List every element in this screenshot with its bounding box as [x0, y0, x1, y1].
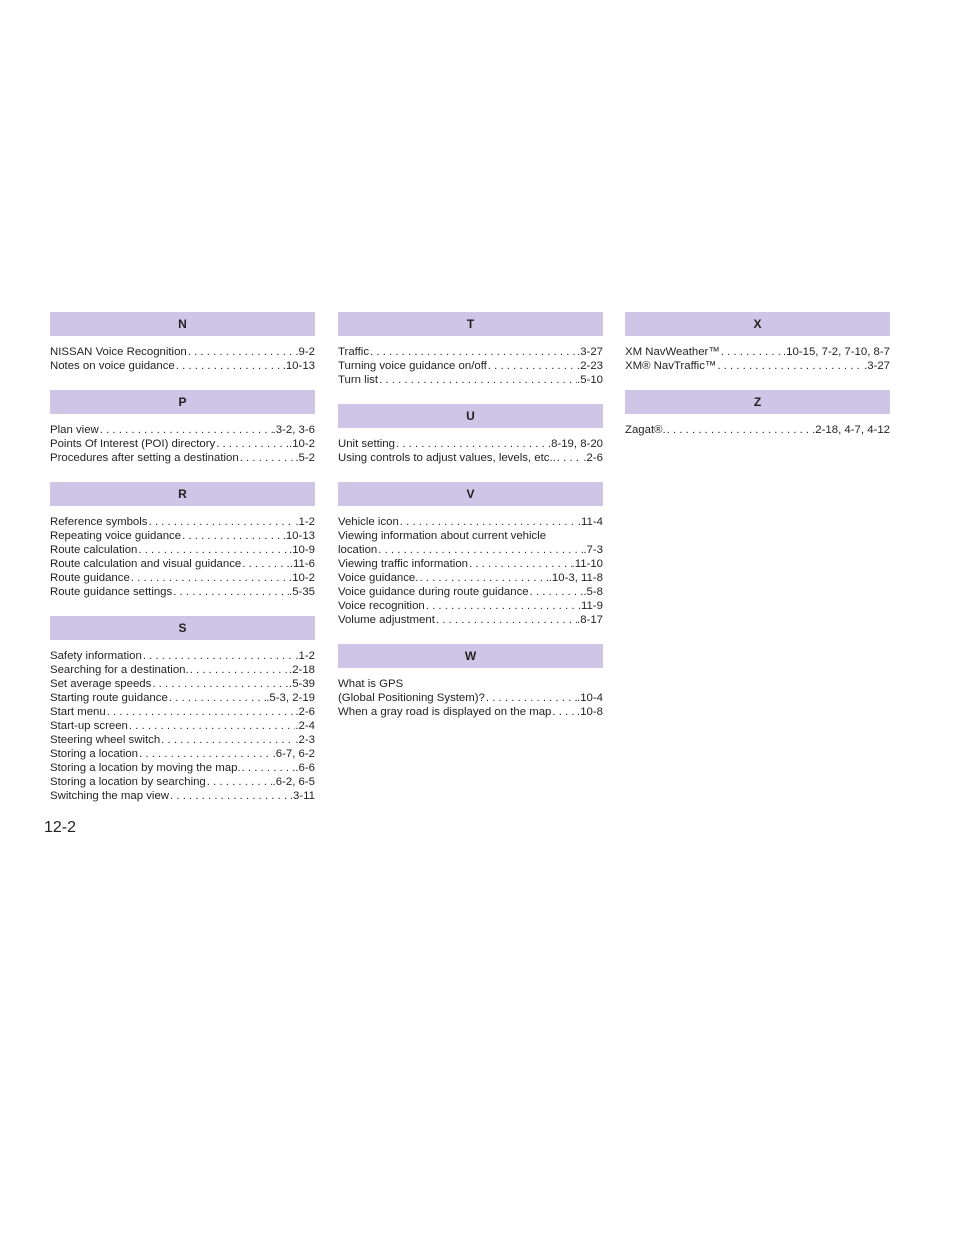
index-term: Zagat®.	[625, 424, 666, 436]
index-entry	[50, 733, 315, 747]
dot-leader	[418, 571, 548, 585]
dot-leader	[172, 585, 289, 599]
index-term: Starting route guidance	[50, 692, 168, 704]
index-entry	[338, 359, 603, 373]
section-letter-header: N	[50, 312, 315, 336]
index-term: location	[338, 544, 378, 556]
dot-leader	[148, 515, 296, 529]
index-page-refs: .7-3	[583, 544, 603, 556]
index-page-refs: .2-23	[577, 360, 603, 372]
index-entry	[50, 775, 315, 789]
index-entry	[50, 677, 315, 691]
index-term: Repeating voice guidance	[50, 530, 182, 542]
index-page-refs: .5-3, 2-19	[266, 692, 315, 704]
index-entry	[50, 663, 315, 677]
section-letter-header: U	[338, 404, 603, 428]
index-page-refs: .2-6	[583, 452, 603, 464]
index-column-3	[625, 312, 890, 454]
dot-leader	[485, 691, 577, 705]
dot-leader	[425, 599, 578, 613]
index-page-refs: .11-10	[571, 558, 603, 570]
index-page-refs: .5-39	[289, 678, 315, 690]
index-entry	[50, 705, 315, 719]
index-entry	[50, 585, 315, 599]
index-page-refs: .5-10	[577, 374, 603, 386]
index-entry	[625, 359, 890, 373]
index-page-refs: .8-19, 8-20	[547, 438, 603, 450]
index-column-1	[50, 312, 315, 820]
dot-leader	[128, 719, 295, 733]
section-letter-header: Z	[625, 390, 890, 414]
index-entry-list	[50, 423, 315, 465]
index-entry-list	[625, 423, 890, 437]
index-term: Route calculation	[50, 544, 138, 556]
index-entry	[338, 345, 603, 359]
dot-leader	[551, 705, 577, 719]
index-page-refs: .2-3	[295, 734, 315, 746]
index-entry	[338, 585, 603, 599]
dot-leader	[666, 423, 812, 437]
dot-leader	[151, 677, 289, 691]
dot-leader	[130, 571, 289, 585]
index-page-refs: .6-6	[295, 762, 315, 774]
index-entry	[50, 747, 315, 761]
index-term: Storing a location	[50, 748, 139, 760]
index-term: (Global Positioning System)?	[338, 692, 485, 704]
index-entry	[50, 423, 315, 437]
dot-leader	[435, 613, 577, 627]
dot-leader	[241, 761, 296, 775]
index-entry	[338, 691, 603, 705]
index-page-refs: .10-3, 11-8	[548, 572, 603, 584]
dot-leader	[206, 775, 273, 789]
dot-leader	[142, 649, 296, 663]
index-page-refs: .11-6	[289, 558, 315, 570]
index-page-refs: .5-8	[583, 586, 603, 598]
dot-leader	[720, 345, 783, 359]
dot-leader	[187, 345, 296, 359]
index-section-p	[50, 390, 315, 465]
index-entry	[50, 789, 315, 803]
index-term: Points Of Interest (POI) directory	[50, 438, 216, 450]
index-entry-list	[625, 345, 890, 373]
index-term: Volume adjustment	[338, 614, 435, 626]
index-entry	[338, 373, 603, 387]
dot-leader	[239, 451, 296, 465]
index-entry	[338, 543, 603, 557]
index-term: Viewing traffic information	[338, 558, 469, 570]
index-term: Using controls to adjust values, levels, etc..	[338, 452, 556, 464]
section-letter-header: P	[50, 390, 315, 414]
index-term: Voice recognition	[338, 600, 425, 612]
dot-leader	[215, 437, 289, 451]
dot-leader	[138, 747, 273, 761]
section-letter-header: S	[50, 616, 315, 640]
index-entry	[338, 677, 603, 691]
index-page-refs: .10-4	[577, 692, 603, 704]
index-term: Route guidance settings	[50, 586, 173, 598]
index-page-refs: .10-8	[577, 706, 603, 718]
index-entry	[50, 345, 315, 359]
index-page-refs: .10-15, 7-2, 7-10, 8-7	[782, 346, 890, 358]
dot-leader	[529, 585, 584, 599]
index-section-s	[50, 616, 315, 803]
index-term: Plan view	[50, 424, 99, 436]
index-page-refs: .2-6	[295, 706, 315, 718]
index-entry-list	[338, 515, 603, 627]
index-entry	[50, 557, 315, 571]
index-entry-list	[50, 345, 315, 373]
index-page-refs: .6-7, 6-2	[272, 748, 315, 760]
index-page-refs: .3-2, 3-6	[272, 424, 315, 436]
index-entry	[50, 543, 315, 557]
index-entry	[625, 423, 890, 437]
index-term: XM NavWeather™	[625, 346, 720, 358]
index-term: Switching the map view	[50, 790, 170, 802]
dot-leader	[189, 663, 289, 677]
index-term: What is GPS	[338, 678, 404, 690]
index-section-w	[338, 644, 603, 719]
index-term: Turn list	[338, 374, 379, 386]
index-entry	[338, 599, 603, 613]
index-term: Voice guidance.	[338, 572, 419, 584]
index-entry	[338, 529, 603, 543]
index-term: Safety information	[50, 650, 142, 662]
index-page-refs: .5-2	[295, 452, 315, 464]
dot-leader	[169, 789, 290, 803]
index-term: Set average speeds	[50, 678, 152, 690]
index-entry-list	[338, 437, 603, 465]
dot-leader	[487, 359, 577, 373]
index-entry	[338, 437, 603, 451]
index-term: Procedures after setting a destination	[50, 452, 239, 464]
index-page-refs: .11-9	[577, 600, 603, 612]
index-page-refs: .10-13	[282, 530, 315, 542]
index-term: Storing a location by moving the map.	[50, 762, 241, 774]
index-section-v	[338, 482, 603, 627]
index-page-refs: .10-13	[282, 360, 315, 372]
index-term: Route calculation and visual guidance	[50, 558, 242, 570]
dot-leader	[716, 359, 864, 373]
dot-leader	[399, 515, 578, 529]
section-letter-header: X	[625, 312, 890, 336]
index-page-refs: .11-4	[577, 516, 603, 528]
index-section-u	[338, 404, 603, 465]
index-page-refs: .3-27	[577, 346, 603, 358]
index-entry	[50, 529, 315, 543]
index-term: Traffic	[338, 346, 370, 358]
index-entry	[50, 515, 315, 529]
dot-leader	[99, 423, 273, 437]
index-term: NISSAN Voice Recognition	[50, 346, 187, 358]
index-entry	[338, 613, 603, 627]
section-letter-header: R	[50, 482, 315, 506]
section-letter-header: W	[338, 644, 603, 668]
index-term: When a gray road is displayed on the map	[338, 706, 552, 718]
index-page-refs: .1-2	[295, 516, 315, 528]
index-term: Searching for a destination.	[50, 664, 189, 676]
index-section-n	[50, 312, 315, 373]
index-entry-list	[50, 515, 315, 599]
dot-leader	[378, 373, 577, 387]
index-entry	[50, 571, 315, 585]
index-entry	[50, 719, 315, 733]
index-entry	[338, 705, 603, 719]
index-page-refs: .10-2	[289, 572, 315, 584]
index-entry	[338, 557, 603, 571]
index-entry-list	[338, 345, 603, 387]
dot-leader	[160, 733, 295, 747]
index-entry	[338, 451, 603, 465]
index-term: Viewing information about current vehicle	[338, 530, 547, 542]
dot-leader	[175, 359, 283, 373]
dot-leader	[369, 345, 577, 359]
dot-leader	[377, 543, 583, 557]
index-page-refs: .5-35	[289, 586, 315, 598]
index-entry-list	[338, 677, 603, 719]
dot-leader	[241, 557, 290, 571]
index-entry	[338, 515, 603, 529]
dot-leader	[137, 543, 289, 557]
index-entry	[50, 437, 315, 451]
index-page-refs: .10-9	[289, 544, 315, 556]
dot-leader	[556, 451, 584, 465]
index-term: Turning voice guidance on/off	[338, 360, 487, 372]
dot-leader	[395, 437, 548, 451]
index-term: Storing a location by searching	[50, 776, 206, 788]
index-page-refs: .2-18	[289, 664, 315, 676]
index-entry	[50, 649, 315, 663]
index-page-refs: .1-2	[295, 650, 315, 662]
index-entry	[50, 761, 315, 775]
index-page-refs: .2-18, 4-7, 4-12	[812, 424, 890, 436]
index-term: Route guidance	[50, 572, 130, 584]
section-letter-header: T	[338, 312, 603, 336]
dot-leader	[106, 705, 296, 719]
index-section-z	[625, 390, 890, 437]
index-entry	[338, 571, 603, 585]
index-term: Steering wheel switch	[50, 734, 161, 746]
index-entry	[50, 451, 315, 465]
index-term: Voice guidance during route guidance	[338, 586, 529, 598]
section-letter-header: V	[338, 482, 603, 506]
index-page-refs: .3-27	[864, 360, 890, 372]
index-column-2	[338, 312, 603, 736]
index-page-refs: .9-2	[295, 346, 315, 358]
dot-leader	[181, 529, 283, 543]
index-term: Unit setting	[338, 438, 395, 450]
index-section-t	[338, 312, 603, 387]
index-section-x	[625, 312, 890, 373]
index-page-refs: .8-17	[577, 614, 603, 626]
index-entry	[50, 691, 315, 705]
index-term: Start-up screen	[50, 720, 128, 732]
index-section-r	[50, 482, 315, 599]
page-number: 12-2	[44, 819, 77, 836]
dot-leader	[168, 691, 266, 705]
index-page-refs: .2-4	[295, 720, 315, 732]
index-page-refs: .3-11	[289, 790, 315, 802]
index-term: Notes on voice guidance	[50, 360, 175, 372]
index-entry	[625, 345, 890, 359]
index-page-refs: .10-2	[289, 438, 315, 450]
index-entry-list	[50, 649, 315, 803]
index-term: Reference symbols	[50, 516, 148, 528]
index-term: Vehicle icon	[338, 516, 399, 528]
index-entry	[50, 359, 315, 373]
dot-leader	[468, 557, 572, 571]
index-term: Start menu	[50, 706, 106, 718]
index-page-refs: .6-2, 6-5	[272, 776, 315, 788]
index-term: XM® NavTraffic™	[625, 360, 717, 372]
